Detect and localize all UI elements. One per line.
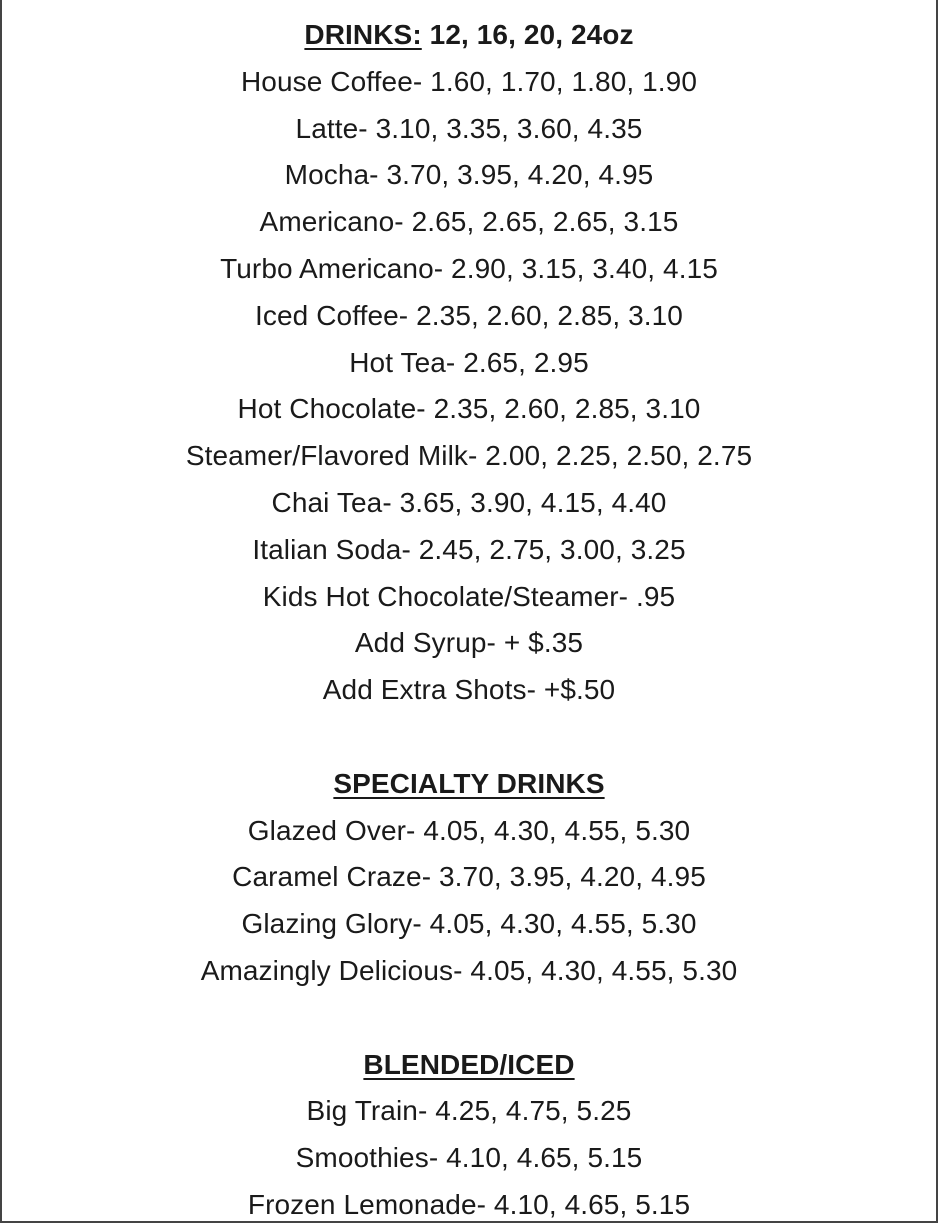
menu-item-add-extra-shots: Add Extra Shots- +$.50 bbox=[322, 674, 616, 706]
menu-item-big-train: Big Train- 4.25, 4.75, 5.25 bbox=[306, 1095, 632, 1127]
menu-item-glazed-over: Glazed Over- 4.05, 4.30, 4.55, 5.30 bbox=[247, 814, 691, 846]
menu-item-caramel-craze: Caramel Craze- 3.70, 3.95, 4.20, 4.95 bbox=[232, 861, 706, 893]
menu-content bbox=[2, 12, 936, 1229]
blended-heading bbox=[2, 1042, 936, 1089]
menu-item-house-coffee: House Coffee- 1.60, 1.70, 1.80, 1.90 bbox=[240, 65, 698, 97]
menu-item-chai-tea: Chai Tea- 3.65, 3.90, 4.15, 4.40 bbox=[271, 486, 667, 518]
specialty-heading bbox=[2, 761, 936, 808]
menu-item-turbo-americano: Turbo Americano- 2.90, 3.15, 3.40, 4.15 bbox=[220, 252, 718, 284]
menu-item-amazingly-delicious: Amazingly Delicious- 4.05, 4.30, 4.55, 5.30 bbox=[200, 954, 738, 986]
section-spacer bbox=[2, 995, 936, 1042]
menu-item-add-syrup: Add Syrup- + $.35 bbox=[354, 627, 584, 659]
menu-item-glazing-glory: Glazing Glory- 4.05, 4.30, 4.55, 5.30 bbox=[241, 908, 697, 940]
menu-item-steamer: Steamer/Flavored Milk- 2.00, 2.25, 2.50, 2.75 bbox=[185, 440, 753, 472]
drinks-heading bbox=[2, 12, 936, 59]
menu-item-frozen-lemonade: Frozen Lemonade- 4.10, 4.65, 5.15 bbox=[247, 1188, 691, 1220]
menu-item-mocha: Mocha- 3.70, 3.95, 4.20, 4.95 bbox=[284, 159, 654, 191]
menu-item-latte: Latte- 3.10, 3.35, 3.60, 4.35 bbox=[295, 112, 643, 144]
drinks-heading-sizes: 12, 16, 20, 24oz bbox=[421, 19, 634, 50]
specialty-heading-label: SPECIALTY DRINKS bbox=[333, 767, 605, 799]
menu-item-hot-chocolate: Hot Chocolate- 2.35, 2.60, 2.85, 3.10 bbox=[237, 393, 701, 425]
menu-item-americano: Americano- 2.65, 2.65, 2.65, 3.15 bbox=[259, 206, 679, 238]
blended-heading-label: BLENDED/ICED bbox=[363, 1048, 575, 1080]
menu-item-iced-coffee: Iced Coffee- 2.35, 2.60, 2.85, 3.10 bbox=[255, 299, 683, 331]
drinks-heading-label: DRINKS: bbox=[304, 19, 422, 50]
menu-item-italian-soda: Italian Soda- 2.45, 2.75, 3.00, 3.25 bbox=[252, 533, 686, 565]
menu-item-hot-tea: Hot Tea- 2.65, 2.95 bbox=[349, 346, 589, 378]
menu-item-kids-hot-chocolate: Kids Hot Chocolate/Steamer- .95 bbox=[262, 580, 676, 612]
menu-item-smoothies: Smoothies- 4.10, 4.65, 5.15 bbox=[295, 1142, 643, 1174]
section-spacer bbox=[2, 714, 936, 761]
